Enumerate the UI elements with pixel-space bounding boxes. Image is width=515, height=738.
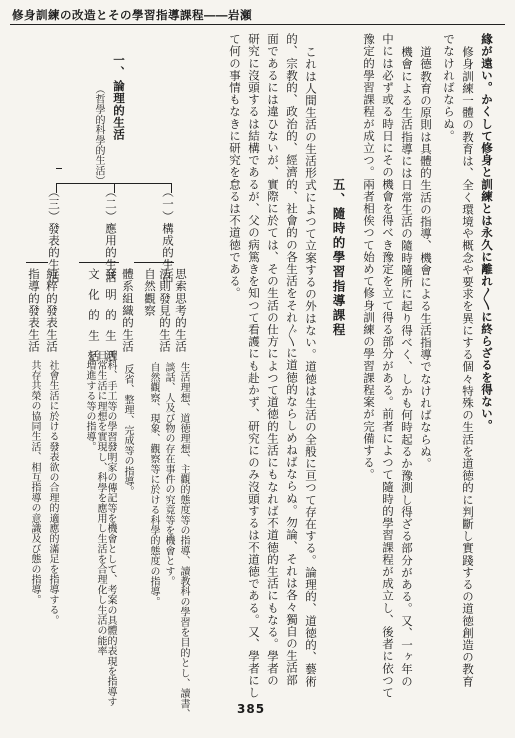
- text-column: でなければならぬ。: [442, 33, 456, 142]
- text-column: 面であるには違ひないが、實際に於ては、その生活の仕方によつて道徳的生活にもなれば不道徳的生活にもなる。學者の: [266, 33, 280, 687]
- outline-detail: 社會生活に於ける發表欲の合理的適應的滿足を指導する。: [47, 360, 58, 626]
- outline-item: 法則發見的生活: [158, 268, 172, 353]
- page-number: 385: [237, 702, 266, 716]
- text-column: 修身訓練一體の教育は、全く環境や概念や要求を異にする個々特殊の生活を道徳的に判斷し實踐するの道徳創造の教育: [461, 46, 475, 688]
- text-column: 的、宗教的、政治的、經濟的、社會的の各生活をそれ〴〵に道徳的ならしめねばならぬ。勿論、それは各々獨自の生活部: [285, 33, 299, 686]
- outline-detail: 自然觀察、現象、觀察等に於ける科學的態度の指導。: [148, 362, 159, 607]
- text-column: 豫定的學習課程が成立つ。兩者相俟つて始めて修身訓練の學習課程案が完備する。: [362, 33, 376, 481]
- text-column: 機會による生活指導には日常生活の隨時隨所に起り得べく、しかも何時起るか豫測し得ざる部分がある。又、一ヶ年の: [400, 46, 414, 688]
- outline-item: 發明的生活: [104, 268, 118, 371]
- brace-line: [26, 262, 48, 263]
- outline-item: 自然觀察: [143, 268, 157, 317]
- outline-detail: 反省、整理、完成等の指導。: [122, 364, 133, 497]
- brace-line: [79, 262, 119, 263]
- outline-item: 文化的生活: [87, 268, 101, 371]
- outline-root-title: 論理的生活: [112, 80, 126, 141]
- section-heading: 五、隨時的學習指導課程: [331, 178, 346, 338]
- outline-detail: 生活理想、道徳理想、主觀的態度等の指導、讀教科の學習を目的とし、讀書、: [178, 362, 189, 719]
- outline-item: 指導的發表生活: [27, 268, 41, 353]
- outline-item: 純粹的發表生活: [45, 268, 59, 353]
- outline-detail: 理科、手工等の學習發明家の傳記等を機會として、考案の具體的表現を指導す: [105, 350, 116, 707]
- text-column: 道德教育の原則は具體的生活の指導、機會による生活指導でなければならぬ。: [419, 46, 433, 470]
- outline-detail: 日常生活に理想を實現し、科學を應用し生活を合理化し生活の能率を増進する等の指導。: [84, 350, 106, 656]
- text-column: 緣が遠い。かくして修身と訓練とは永久に離れ〳〵に終らざるを得ない。: [480, 33, 494, 432]
- header-rule: [10, 24, 505, 25]
- outline-branch: （二）應用的生活: [104, 186, 118, 283]
- text-column: 研究に沒頭するは結構であるが、父の病篤きを知つて看護にも赴かず、研究にのみ沒頭するは不道徳である。又、學者にし: [247, 33, 261, 699]
- text-column: これは人間生活の生活形式によつて立案するの外はない。道徳は生活の全般に亘つて存在する。論理的、道徳的、藝術: [304, 46, 318, 688]
- text-column: て何の事情もなきに研究を怠るは不道徳である。: [228, 33, 242, 300]
- outline-item: 思索思考的生活: [174, 268, 188, 353]
- outline-root-number: 一、: [112, 54, 126, 79]
- outline-detail: 共存共榮の協同生活、相互指導の意識及び態の指導。: [29, 360, 40, 605]
- outline-item: 體系組織的生活: [121, 268, 135, 353]
- text-column: 中には必ず或る時日にその機會を得べき豫定を立て得る部分がある。前者によつて隨時的學習課程が成立し、後者に依つて: [381, 33, 395, 699]
- outline-detail: 談話、人及び物の存在事件の究竟等を機會とす。: [163, 362, 174, 587]
- outline-branch: （一）構成的生活: [161, 186, 175, 283]
- brace-line: [56, 168, 62, 169]
- running-header: 修身訓練の改造とその學習指導課程――岩瀬: [12, 8, 252, 22]
- outline-branch: （三）發表的生活: [47, 186, 61, 283]
- outline-root-subtitle: （哲學的科學的生活）: [93, 84, 104, 186]
- brace-line: [134, 262, 174, 263]
